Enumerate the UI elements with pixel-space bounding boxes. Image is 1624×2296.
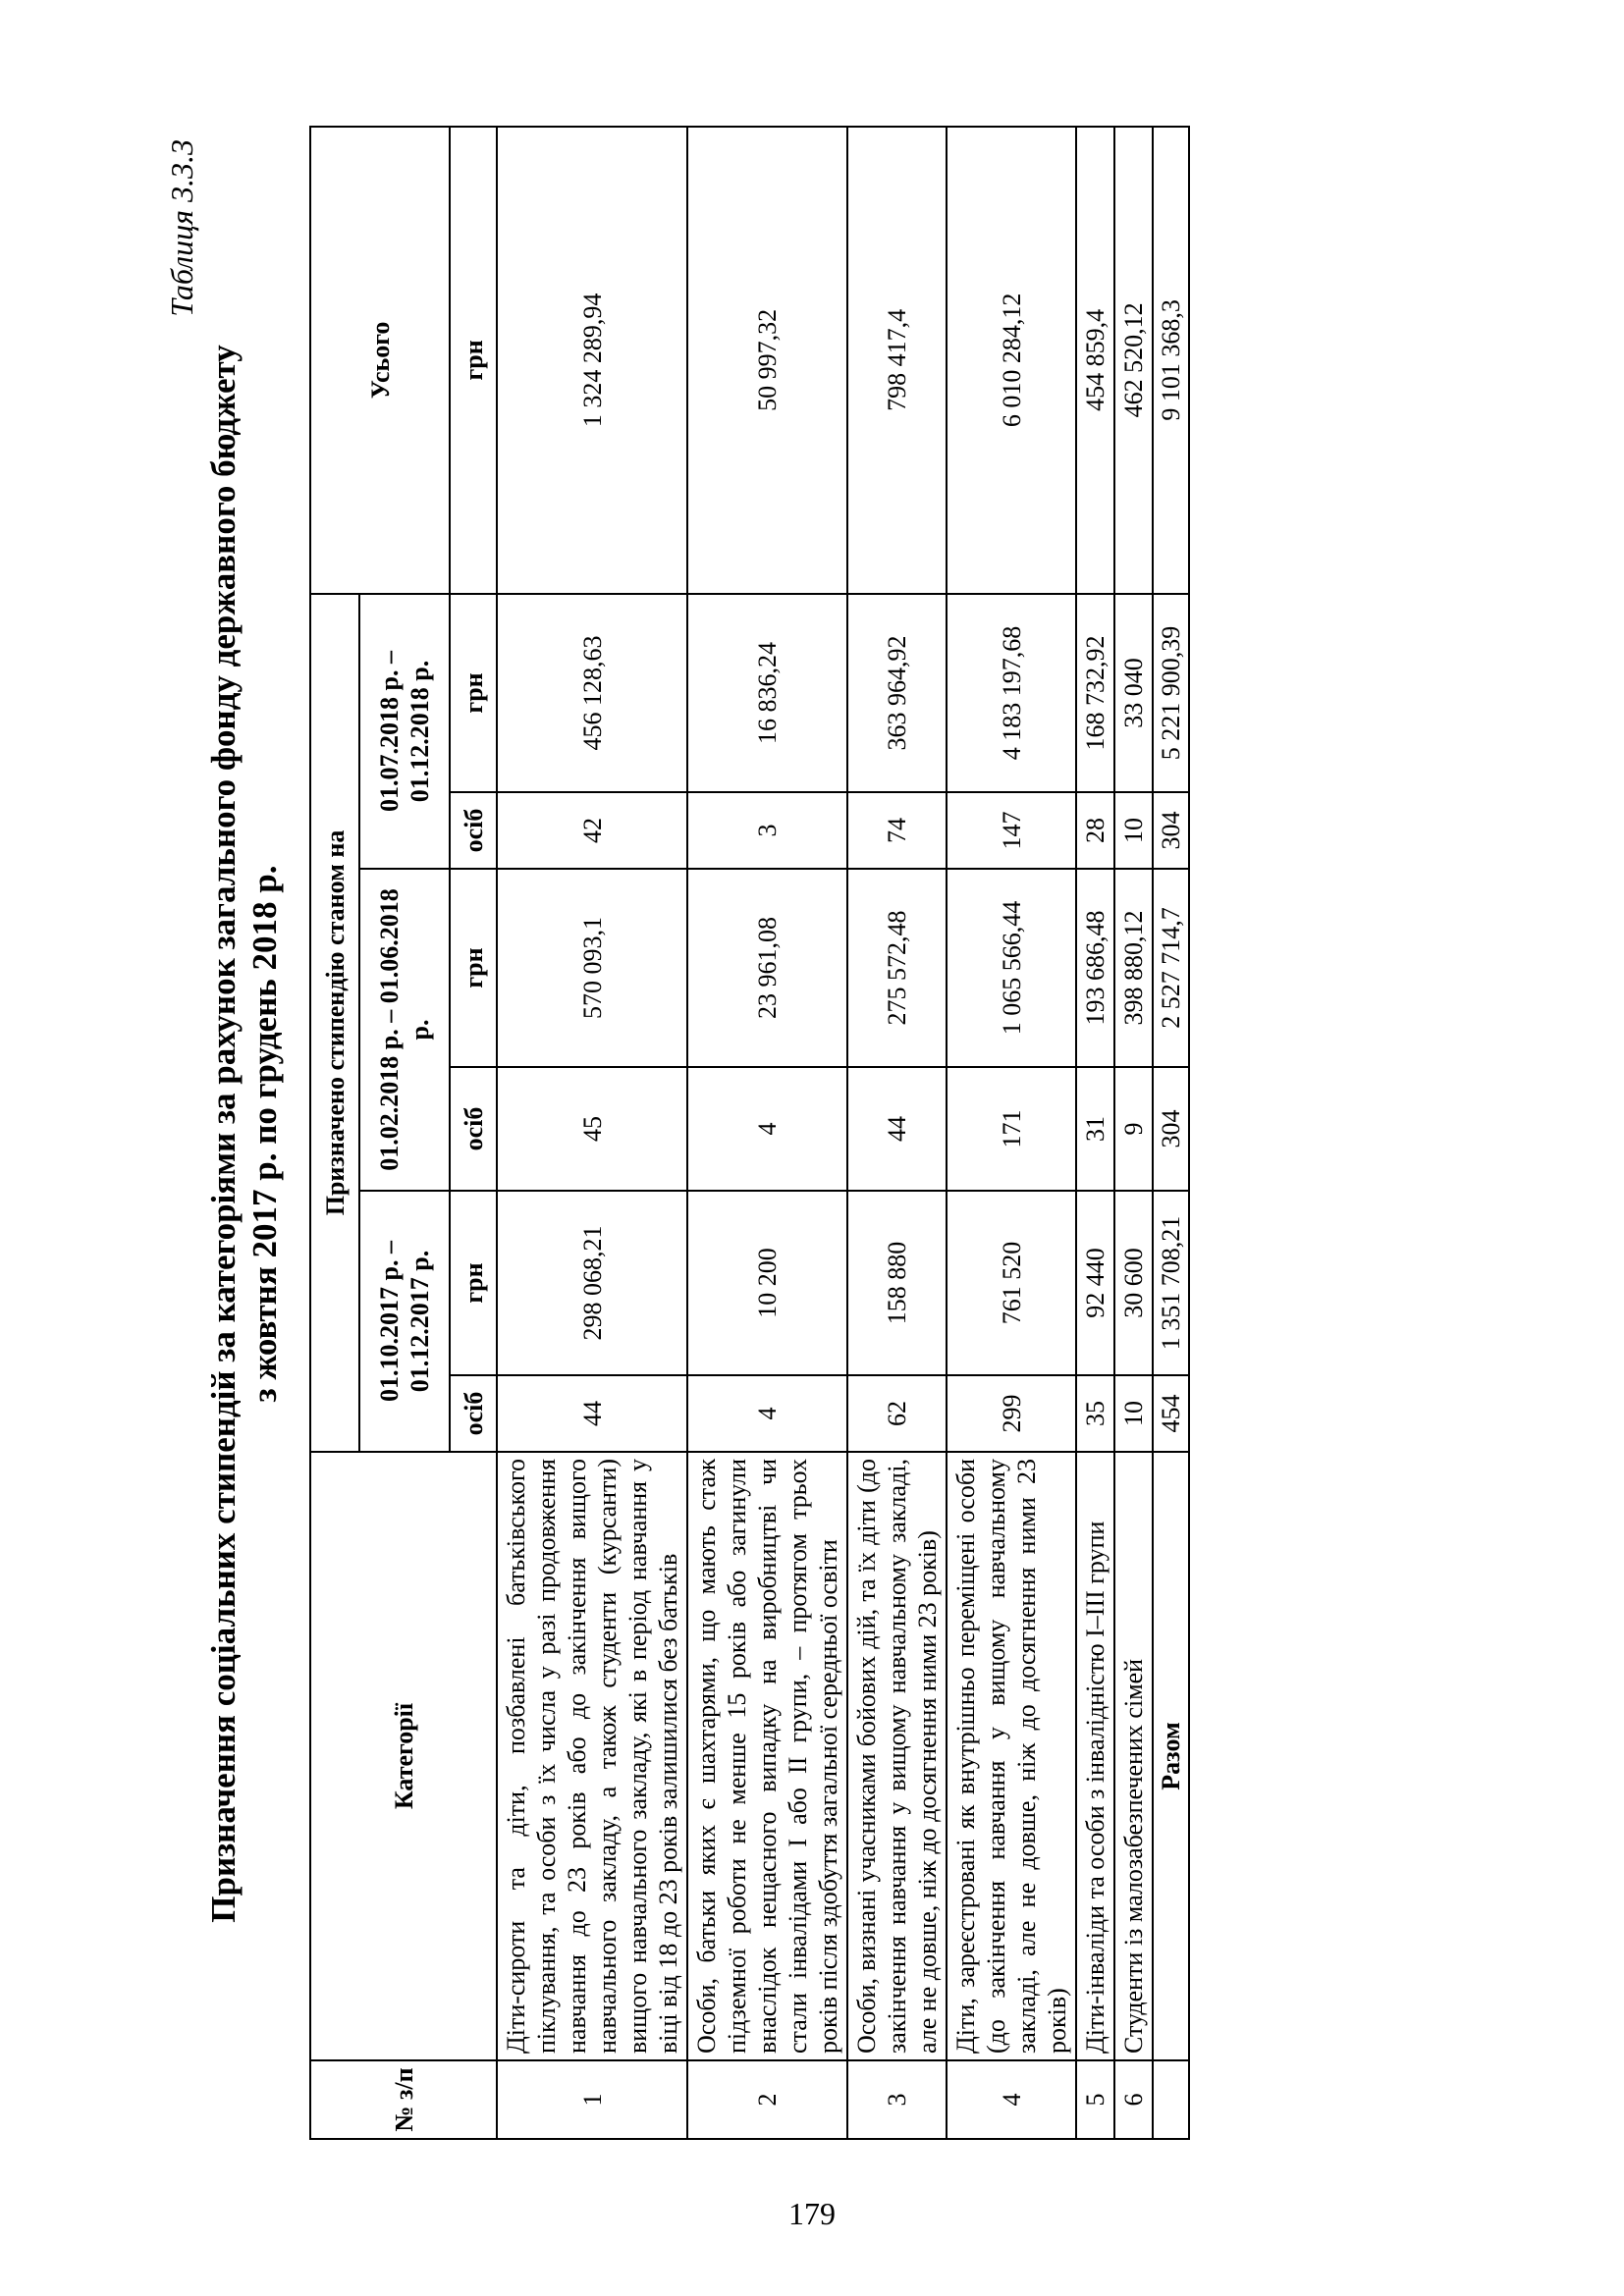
rotated-content [162,128,1272,2140]
header-uah-total: грн [450,127,497,594]
persons-period-3: 3 [687,792,847,869]
header-uah-1: грн [450,1191,497,1375]
totals-uah-period-2: 2 527 714,7 [1153,869,1189,1067]
table-row [687,127,847,2139]
header-assigned: Призначено стипендію станом на [310,594,359,1452]
uah-period-3: 363 964,92 [847,594,947,792]
uah-period-3: 16 836,24 [687,594,847,792]
header-uah-2: грн [450,869,497,1067]
uah-period-3: 33 040 [1114,594,1153,792]
table-title [203,128,286,2140]
persons-period-3: 10 [1114,792,1153,869]
persons-period-2: 4 [687,1067,847,1191]
row-category: Діти-інваліди та особи з інвалідністю І–ІІІ групи [1076,1452,1114,2060]
uah-period-2: 193 686,48 [1076,869,1114,1067]
header-period-3: 01.07.2018 р. – 01.12.2018 р. [359,594,450,869]
row-category: Особи, батьки яких є шахтарями, що мають стаж підземної роботи не менше 15 років або загинули внаслідок нещасного випадку на виробництві чи стали інвалідами І або ІІ групи, – протягом трьох років після здобуття загальної середньої освіти [687,1452,847,2060]
row-number: 5 [1076,2060,1114,2139]
uah-period-3: 168 732,92 [1076,594,1114,792]
persons-period-1: 4 [687,1375,847,1452]
uah-period-2: 398 880,12 [1114,869,1153,1067]
uah-total: 798 417,4 [847,127,947,594]
uah-period-2: 275 572,48 [847,869,947,1067]
uah-period-1: 10 200 [687,1191,847,1375]
header-persons-1: осіб [450,1375,497,1452]
totals-uah-total: 9 101 368,3 [1153,127,1189,594]
totals-number-empty [1153,2060,1189,2139]
uah-period-3: 456 128,63 [497,594,687,792]
persons-period-3: 42 [497,792,687,869]
persons-period-3: 147 [947,792,1076,869]
header-period-2: 01.02.2018 р. – 01.06.2018 р. [359,869,450,1191]
totals-uah-period-3: 5 221 900,39 [1153,594,1189,792]
table-row [847,127,947,2139]
totals-persons-period-2: 304 [1153,1067,1189,1191]
uah-period-1: 30 600 [1114,1191,1153,1375]
table-caption: Таблиця 3.3.3 [164,139,199,317]
header-persons-3: осіб [450,792,497,869]
persons-period-2: 31 [1076,1067,1114,1191]
table-row [497,127,687,2139]
row-number: 6 [1114,2060,1153,2139]
uah-total: 462 520,12 [1114,127,1153,594]
row-number: 2 [687,2060,847,2139]
totals-row [1153,127,1189,2139]
scholarship-table [309,126,1190,2140]
totals-persons-period-1: 454 [1153,1375,1189,1452]
uah-period-2: 23 961,08 [687,869,847,1067]
uah-period-1: 761 520 [947,1191,1076,1375]
uah-total: 454 859,4 [1076,127,1114,594]
totals-uah-period-1: 1 351 708,21 [1153,1191,1189,1375]
uah-period-2: 570 093,1 [497,869,687,1067]
totals-label: Разом [1153,1452,1189,2060]
uah-total: 6 010 284,12 [947,127,1076,594]
persons-period-1: 44 [497,1375,687,1452]
row-category: Студенти із малозабезпечених сімей [1114,1452,1153,2060]
persons-period-2: 44 [847,1067,947,1191]
row-number: 3 [847,2060,947,2139]
table-title-line-2: з жовтня 2017 р. по грудень 2018 р. [245,865,284,1403]
uah-period-3: 4 183 197,68 [947,594,1076,792]
totals-persons-period-3: 304 [1153,792,1189,869]
persons-period-2: 9 [1114,1067,1153,1191]
header-category: Категорії [310,1452,497,2060]
header-uah-3: грн [450,594,497,792]
uah-period-1: 158 880 [847,1191,947,1375]
uah-period-2: 1 065 566,44 [947,869,1076,1067]
page-number: 179 [788,2196,836,2231]
persons-period-1: 299 [947,1375,1076,1452]
persons-period-2: 171 [947,1067,1076,1191]
persons-period-3: 28 [1076,792,1114,869]
persons-period-1: 35 [1076,1375,1114,1452]
header-persons-2: осіб [450,1067,497,1191]
row-category: Діти-сироти та діти, позбавлені батьківського піклування, та особи з їх числа у разі продовження навчання до 23 років або до закінчення вищого навчального закладу, а також студенти (курсанти) вищого навчального закладу, які в період навчання у віці від 18 до 23 років залишилися без батьків [497,1452,687,2060]
header-number: № з/п [310,2060,497,2139]
uah-period-1: 298 068,21 [497,1191,687,1375]
uah-total: 50 997,32 [687,127,847,594]
persons-period-1: 10 [1114,1375,1153,1452]
uah-period-1: 92 440 [1076,1191,1114,1375]
uah-total: 1 324 289,94 [497,127,687,594]
persons-period-3: 74 [847,792,947,869]
persons-period-2: 45 [497,1067,687,1191]
table-row [1076,127,1114,2139]
header-total: Усього [310,127,450,594]
table-row [1114,127,1153,2139]
row-number: 1 [497,2060,687,2139]
row-number: 4 [947,2060,1076,2139]
persons-period-1: 62 [847,1375,947,1452]
header-period-1: 01.10.2017 р. – 01.12.2017 р. [359,1191,450,1452]
header-row-1 [310,127,359,2139]
row-category: Діти, зареєстровані як внутрішньо переміщені особи (до закінчення навчання у вищому навчальному закладі, але не довше, ніж до досягнення ними 23 років) [947,1452,1076,2060]
table-title-line-1: Призначення соціальних стипендій за категоріями за рахунок загального фонду державного бюджету [204,345,243,1923]
row-category: Особи, визнані учасниками бойових дій, та їх діти (до закінчення навчання у вищому навчальному закладі, але не довше, ніж до досягнення ними 23 років) [847,1452,947,2060]
table-row [947,127,1076,2139]
